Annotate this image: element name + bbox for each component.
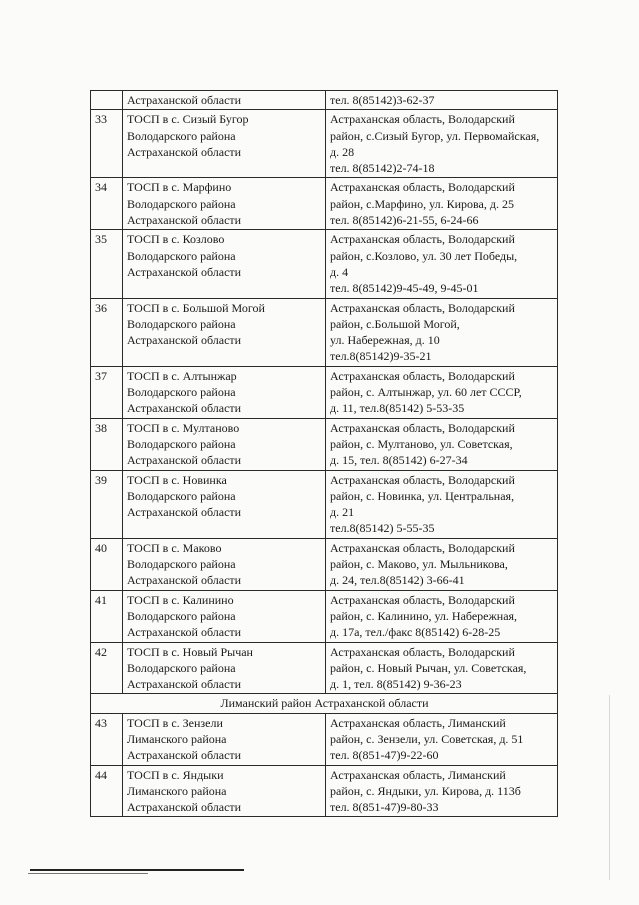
office-name-cell: ТОСП в с. Марфино Володарского района Астраханской области (123, 178, 326, 230)
office-address-cell: Астраханская область, Володарский район, с. Мултаново, ул. Советская, д. 15, тел. 8(85142) 6-27-34 (326, 418, 558, 470)
office-address-cell: Астраханская область, Володарский район, с.Козлово, ул. 30 лет Победы, д. 4 тел. 8(85142)9-45-49, 9-45-01 (326, 230, 558, 298)
table-row (91, 713, 558, 765)
office-name-cell: ТОСП в с. Яндыки Лиманского района Астраханской области (123, 765, 326, 817)
table-row (91, 366, 558, 418)
row-number-cell: 43 (91, 713, 123, 765)
office-name-cell: ТОСП в с. Большой Могой Володарского района Астраханской области (123, 298, 326, 366)
office-name-cell: ТОСП в с. Новый Рычан Володарского района Астраханской области (123, 642, 326, 694)
office-address-cell: Астраханская область, Володарский район, с. Маково, ул. Мыльникова, д. 24, тел.8(85142) 3-66-41 (326, 538, 558, 590)
row-number-cell: 34 (91, 178, 123, 230)
table-row (91, 91, 558, 110)
office-address-cell: Астраханская область, Володарский район, с. Новинка, ул. Центральная, д. 21 тел.8(85142) 5-55-35 (326, 470, 558, 538)
office-address-cell: Астраханская область, Лиманский район, с. Зензели, ул. Советская, д. 51 тел. 8(851-47)9-22-60 (326, 713, 558, 765)
scan-edge-mark (609, 695, 610, 880)
office-name-cell: ТОСП в с. Мултаново Володарского района Астраханской области (123, 418, 326, 470)
office-name-cell: ТОСП в с. Козлово Володарского района Астраханской области (123, 230, 326, 298)
office-name-cell: ТОСП в с. Зензели Лиманского района Астраханской области (123, 713, 326, 765)
footer-rule (30, 869, 244, 871)
table-row (91, 418, 558, 470)
office-address-cell: Астраханская область, Володарский район, с.Сизый Бугор, ул. Первомайская, д. 28 тел. 8(85142)2-74-18 (326, 110, 558, 178)
row-number-cell: 44 (91, 765, 123, 817)
footer-rule-shadow (28, 873, 148, 874)
row-number-cell: 39 (91, 470, 123, 538)
office-address-cell: Астраханская область, Лиманский район, с. Яндыки, ул. Кирова, д. 113б тел. 8(851-47)9-80-33 (326, 765, 558, 817)
table-row (91, 470, 558, 538)
section-heading: Лиманский район Астраханской области (91, 694, 558, 713)
row-number-cell: 38 (91, 418, 123, 470)
office-address-cell: Астраханская область, Володарский район, с.Марфино, ул. Кирова, д. 25 тел. 8(85142)6-21-55, 6-24-66 (326, 178, 558, 230)
office-name-cell: ТОСП в с. Маково Володарского района Астраханской области (123, 538, 326, 590)
office-address-cell: Астраханская область, Володарский район, с. Калинино, ул. Набережная, д. 17а, тел./факс 8(85142) 6-28-25 (326, 590, 558, 642)
office-name-cell: ТОСП в с. Новинка Володарского района Астраханской области (123, 470, 326, 538)
office-address-cell: Астраханская область, Володарский район, с. Алтынжар, ул. 60 лет СССР, д. 11, тел.8(85142) 5-53-35 (326, 366, 558, 418)
office-address-cell: Астраханская область, Володарский район, с.Большой Могой, ул. Набережная, д. 10 тел.8(85142)9-35-21 (326, 298, 558, 366)
table-row (91, 642, 558, 694)
office-address-cell: тел. 8(85142)3-62-37 (326, 91, 558, 110)
row-number-cell: 33 (91, 110, 123, 178)
row-number-cell: 40 (91, 538, 123, 590)
row-number-cell: 35 (91, 230, 123, 298)
office-name-cell: ТОСП в с. Алтынжар Володарского района Астраханской области (123, 366, 326, 418)
office-address-cell: Астраханская область, Володарский район, с. Новый Рычан, ул. Советская, д. 1, тел. 8(85142) 9-36-23 (326, 642, 558, 694)
row-number-cell: 37 (91, 366, 123, 418)
table-row (91, 538, 558, 590)
table-row (91, 110, 558, 178)
table-row (91, 765, 558, 817)
table-row (91, 298, 558, 366)
row-number-cell: 36 (91, 298, 123, 366)
row-number-cell: 42 (91, 642, 123, 694)
office-name-cell: ТОСП в с. Калинино Володарского района Астраханской области (123, 590, 326, 642)
offices-table (90, 90, 558, 817)
table-row (91, 590, 558, 642)
row-number-cell: 41 (91, 590, 123, 642)
office-name-cell: ТОСП в с. Сизый Бугор Володарского района Астраханской области (123, 110, 326, 178)
section-heading-row (91, 694, 558, 713)
row-number-cell (91, 91, 123, 110)
table-row (91, 178, 558, 230)
office-name-cell: Астраханской области (123, 91, 326, 110)
table-row (91, 230, 558, 298)
